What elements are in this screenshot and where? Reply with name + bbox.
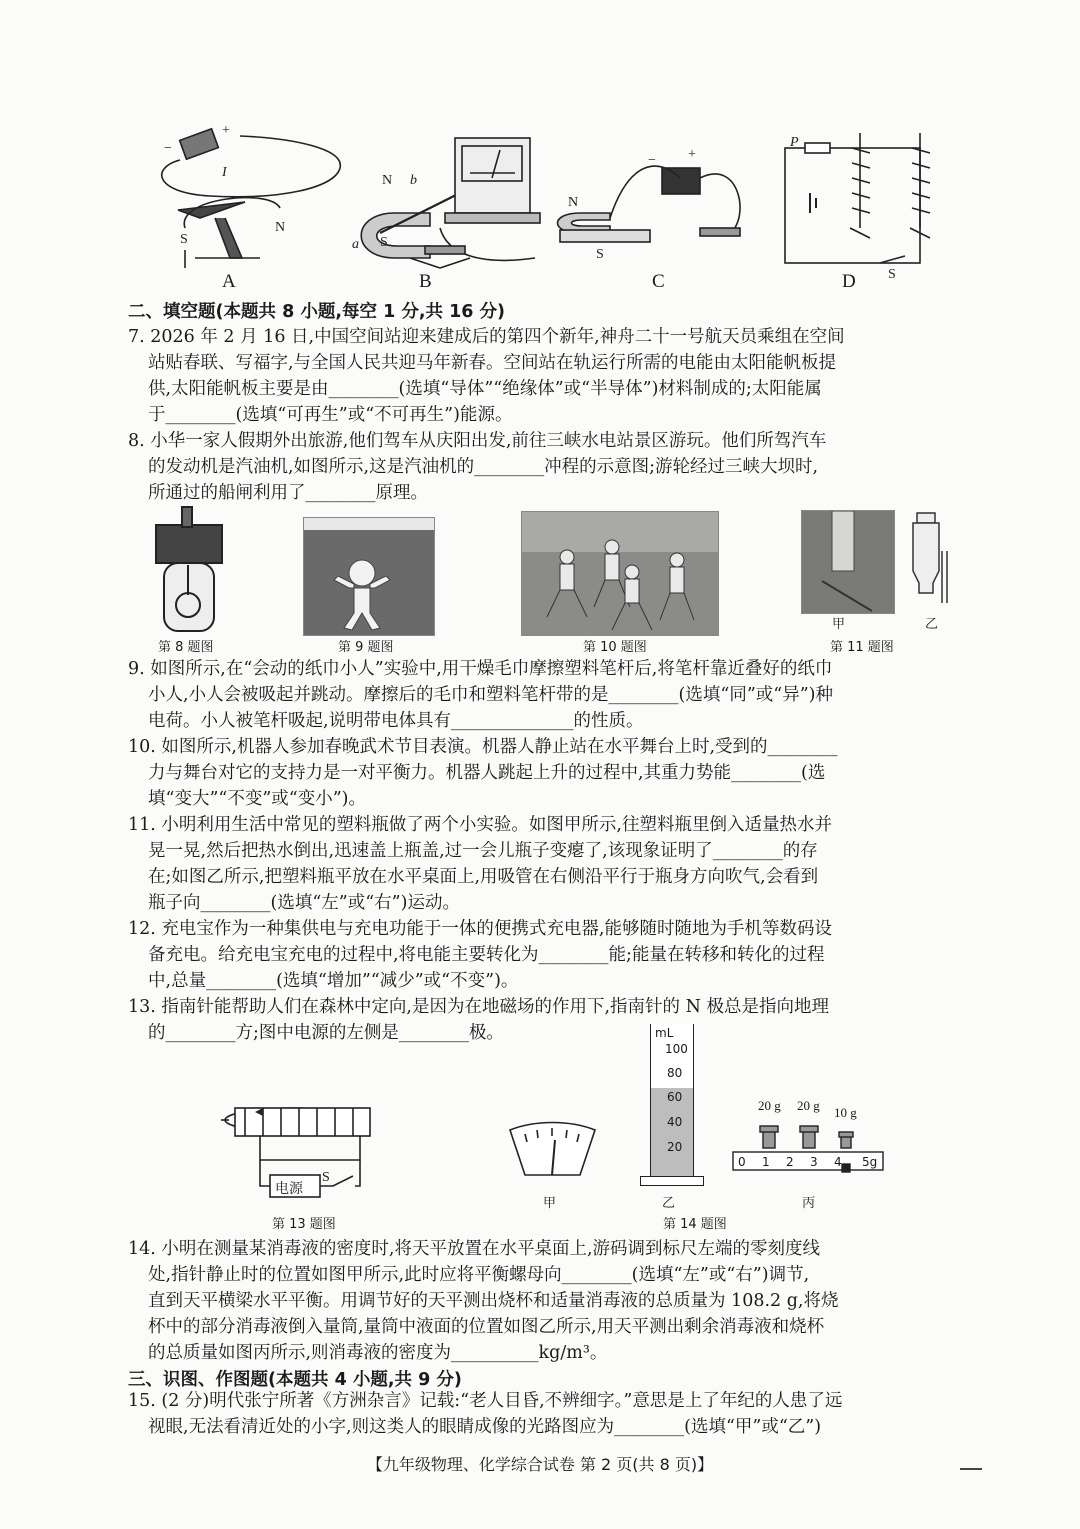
- q9-line-1: 9. 如图所示,在“会动的纸巾小人”实验中,用干燥毛巾摩擦塑料笔杆后,将笔杆靠近叠好的纸巾: [128, 659, 833, 679]
- fig14-scale-4: 4: [834, 1155, 842, 1169]
- fig-a-minus: −: [164, 141, 172, 156]
- q14-line-2: 处,指针静止时的位置如图甲所示,此时应将平衡螺母向________(选填“左”或“右”)调节,: [148, 1265, 810, 1285]
- fig-b-north: N: [382, 173, 393, 188]
- caption-fig11: 第 11 题图: [830, 640, 894, 655]
- fig-d-circuit: [785, 148, 920, 263]
- fig-label-a: A: [222, 271, 236, 292]
- q7-line-4: 于________(选填“可再生”或“不可再生”)能源。: [148, 405, 513, 425]
- footer-dash: [960, 1468, 982, 1470]
- fig14-weight-1: 20 g: [758, 1098, 781, 1113]
- q13-line-2: 的________方;图中电源的左侧是________极。: [148, 1023, 504, 1043]
- fig11-photo-jia: [801, 510, 895, 614]
- fig8-engine: [150, 505, 230, 635]
- fig-b-magnet: [361, 213, 430, 258]
- fig11-label-jia: 甲: [832, 617, 846, 632]
- fig-b-a: a: [352, 237, 359, 252]
- q12-line-2: 备充电。给充电宝充电的过程中,将电能主要转化为________能;能量在转移和转化的过程: [148, 945, 825, 965]
- caption-fig14: 第 14 题图: [663, 1217, 727, 1232]
- fig14-scale-2: 2: [786, 1155, 794, 1169]
- fig14-scale-0: 0: [738, 1155, 746, 1169]
- fig-c-minus: −: [648, 153, 656, 168]
- fig-d-p: P: [790, 135, 799, 150]
- fig14-label-jia: 甲: [543, 1196, 557, 1211]
- q11-line-3: 在;如图乙所示,把塑料瓶平放在水平桌面上,用吸管在右侧沿平行于瓶身方向吹气,会看到: [148, 867, 819, 887]
- fig14-label-bing: 丙: [802, 1196, 816, 1211]
- page-footer: 【九年级物理、化学综合试卷 第 2 页(共 8 页)】: [366, 1455, 714, 1474]
- q10-line-3: 填“变大”“不变”或“变小”)。: [148, 789, 367, 809]
- q15-line-1: 15. (2 分)明代张宁所著《方洲杂言》记载:“老人目昏,不辨细字。”意思是上了年纪的人患了远: [128, 1391, 843, 1411]
- fig14-scale-3: 3: [810, 1155, 818, 1169]
- fig-a-plus: +: [222, 123, 230, 138]
- fig-a-battery: [180, 129, 219, 159]
- fig-label-c: C: [652, 271, 665, 292]
- q7-line-2: 站贴春联、写福字,与全国人民共迎马年新春。空间站在轨运行所需的电能由太阳能帆板提: [148, 353, 837, 373]
- fig-c-south: S: [596, 247, 604, 262]
- q14-line-5: 的总质量如图丙所示,则消毒液的密度为__________kg/m³。: [148, 1343, 608, 1363]
- fig14-tick-100: 100: [665, 1042, 688, 1056]
- fig14-tick-80: 80: [667, 1066, 683, 1080]
- fig-d-switch: S: [888, 267, 896, 282]
- fig14-jia-dial: [505, 1120, 600, 1195]
- fig11-bottle-yi: [905, 511, 950, 611]
- q10-line-1: 10. 如图所示,机器人参加春晚武术节目表演。机器人静止站在水平舞台上时,受到的________: [128, 737, 838, 757]
- fig14-scale-1: 1: [762, 1155, 770, 1169]
- fig9-photo: [303, 517, 435, 636]
- fig14-label-yi: 乙: [662, 1196, 676, 1211]
- fig-c-plus: +: [688, 147, 696, 162]
- q12-line-1: 12. 充电宝作为一种集供电与充电功能于一体的便携式充电器,能够随时随地为手机等数码设: [128, 919, 832, 939]
- fig14-tick-20: 20: [667, 1140, 683, 1154]
- fig14-weight-2: 20 g: [797, 1098, 820, 1113]
- fig-a-south: S: [180, 232, 188, 247]
- q8-line-3: 所通过的船闸利用了________原理。: [148, 483, 428, 503]
- fig-b-south: S: [380, 235, 388, 250]
- q11-line-4: 瓶子向________(选填“左”或“右”)运动。: [148, 893, 460, 913]
- q10-line-2: 力与舞台对它的支持力是一对平衡力。机器人跳起上升的过程中,其重力势能________(选: [148, 763, 826, 783]
- q9-line-2: 小人,小人会被吸起并跳动。摩擦后的毛巾和塑料笔杆带的是________(选填“同”或“异”)种: [148, 685, 834, 705]
- q14-line-1: 14. 小明在测量某消毒液的密度时,将天平放置在水平桌面上,游码调到标尺左端的零刻度线: [128, 1239, 821, 1259]
- caption-fig13: 第 13 题图: [272, 1217, 336, 1232]
- fig-a-current: I: [222, 165, 227, 180]
- q13-line-1: 13. 指南针能帮助人们在森林中定向,是因为在地磁场的作用下,指南针的 N 极总是指向地理: [128, 997, 829, 1017]
- fig10-photo: [521, 511, 719, 636]
- q8-line-1: 8. 小华一家人假期外出旅游,他们驾车从庆阳出发,前往三峡水电站景区游玩。他们所驾汽车: [128, 431, 827, 451]
- fig-b-b: b: [410, 173, 417, 188]
- section-2-heading: 二、填空题(本题共 8 小题,每空 1 分,共 16 分): [128, 302, 506, 322]
- fig-c-north: N: [568, 195, 579, 210]
- q7-line-1: 7. 2026 年 2 月 16 日,中国空间站迎来建成后的第四个新年,神舟二十一号航天员乘组在空间: [128, 327, 845, 347]
- q7-line-3: 供,太阳能帆板主要是由________(选填“导体”“绝缘体”或“半导体”)材料制成的;太阳能属: [148, 379, 822, 399]
- fig-a-north: N: [275, 220, 286, 235]
- fig14-unit: mL: [655, 1026, 674, 1040]
- fig14-weight-3: 10 g: [834, 1105, 857, 1120]
- q14-line-3: 直到天平横梁水平平衡。用调节好的天平测出烧杯和适量消毒液的总质量为 108.2 g,将烧: [148, 1291, 839, 1311]
- fig13-power-label: 电源: [275, 1181, 303, 1197]
- q8-line-2: 的发动机是汽油机,如图所示,这是汽油机的________冲程的示意图;游轮经过三峡大坝时,: [148, 457, 819, 477]
- fig-label-b: B: [419, 271, 432, 292]
- caption-fig9: 第 9 题图: [338, 640, 394, 655]
- q11-line-2: 晃一晃,然后把热水倒出,迅速盖上瓶盖,过一会儿瓶子变瘪了,该现象证明了________的存: [148, 841, 818, 861]
- fig14-scale-5: 5g: [862, 1155, 878, 1169]
- fig13-switch-label: S: [322, 1170, 330, 1185]
- q11-line-1: 11. 小明利用生活中常见的塑料瓶做了两个小实验。如图甲所示,往塑料瓶里倒入适量热水并: [128, 815, 832, 835]
- fig14-tick-40: 40: [667, 1115, 683, 1129]
- fig11-label-yi: 乙: [925, 617, 939, 632]
- q9-line-3: 电荷。小人被笔杆吸起,说明带电体具有______________的性质。: [148, 711, 644, 731]
- q15-line-2: 视眼,无法看清近处的小字,则这类人的眼睛成像的光路图应为________(选填“甲”或“乙”): [148, 1417, 822, 1437]
- section-3-heading: 三、识图、作图题(本题共 4 小题,共 9 分): [128, 1370, 462, 1390]
- fig-c-battery: [662, 168, 700, 194]
- caption-fig10: 第 10 题图: [583, 640, 647, 655]
- fig14-yi-cylinder: [650, 1024, 694, 1177]
- fig13-solenoid-core: [235, 1108, 370, 1136]
- fig14-tick-60: 60: [667, 1090, 683, 1104]
- q14-line-4: 杯中的部分消毒液倒入量筒,量筒中液面的位置如图乙所示,用天平测出剩余消毒液和烧杯: [148, 1317, 825, 1337]
- fig14-cylinder-base: [640, 1176, 704, 1186]
- caption-fig8: 第 8 题图: [158, 640, 214, 655]
- q12-line-3: 中,总量________(选填“增加”“减少”或“不变”)。: [148, 971, 519, 991]
- fig-label-d: D: [842, 271, 856, 292]
